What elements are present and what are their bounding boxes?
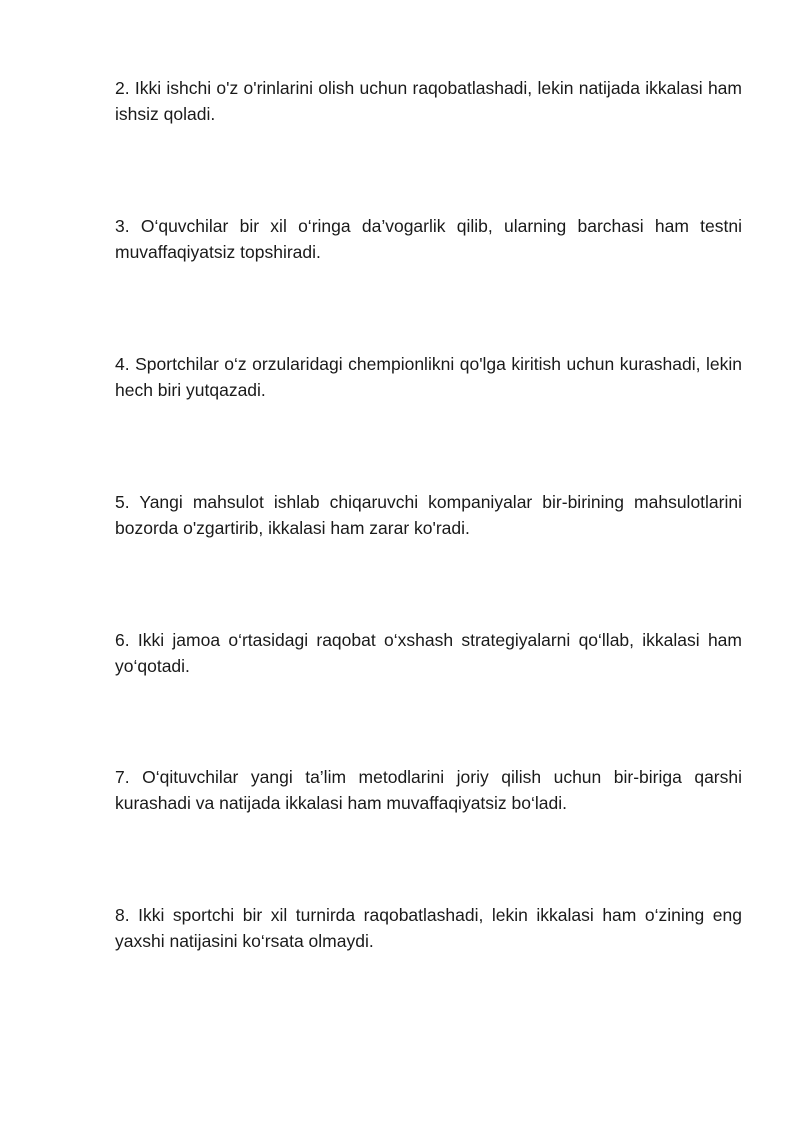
paragraph-item-3: 3. O‘quvchilar bir xil o‘ringa da’vogarlik qilib, ularning barchasi ham testni muvaffaqiyatsiz topshiradi. xyxy=(115,216,742,262)
paragraph-item-5: 5. Yangi mahsulot ishlab chiqaruvchi kompaniyalar bir-birining mahsulotlarini bozorda o'zgartirib, ikkalasi ham zarar ko'radi. xyxy=(115,492,742,538)
paragraph-item-4: 4. Sportchilar o‘z orzularidagi chempionlikni qo'lga kiritish uchun kurashadi, lekin hech biri yutqazadi. xyxy=(115,354,742,400)
paragraph-item-2: 2. Ikki ishchi o'z o'rinlarini olish uchun raqobatlashadi, lekin natijada ikkalasi ham ishsiz qoladi. xyxy=(115,78,742,124)
paragraph-item-7: 7. O‘qituvchilar yangi ta’lim metodlarini joriy qilish uchun bir-biriga qarshi kurashadi va natijada ikkalasi ham muvaffaqiyatsiz bo‘ladi. xyxy=(115,767,742,813)
paragraph-item-8: 8. Ikki sportchi bir xil turnirda raqobatlashadi, lekin ikkalasi ham o‘zining eng yaxshi natijasini ko‘rsata olmaydi. xyxy=(115,905,742,951)
paragraph-item-6: 6. Ikki jamoa o‘rtasidagi raqobat o‘xshash strategiyalarni qo‘llab, ikkalasi ham yo‘qotadi. xyxy=(115,630,742,676)
